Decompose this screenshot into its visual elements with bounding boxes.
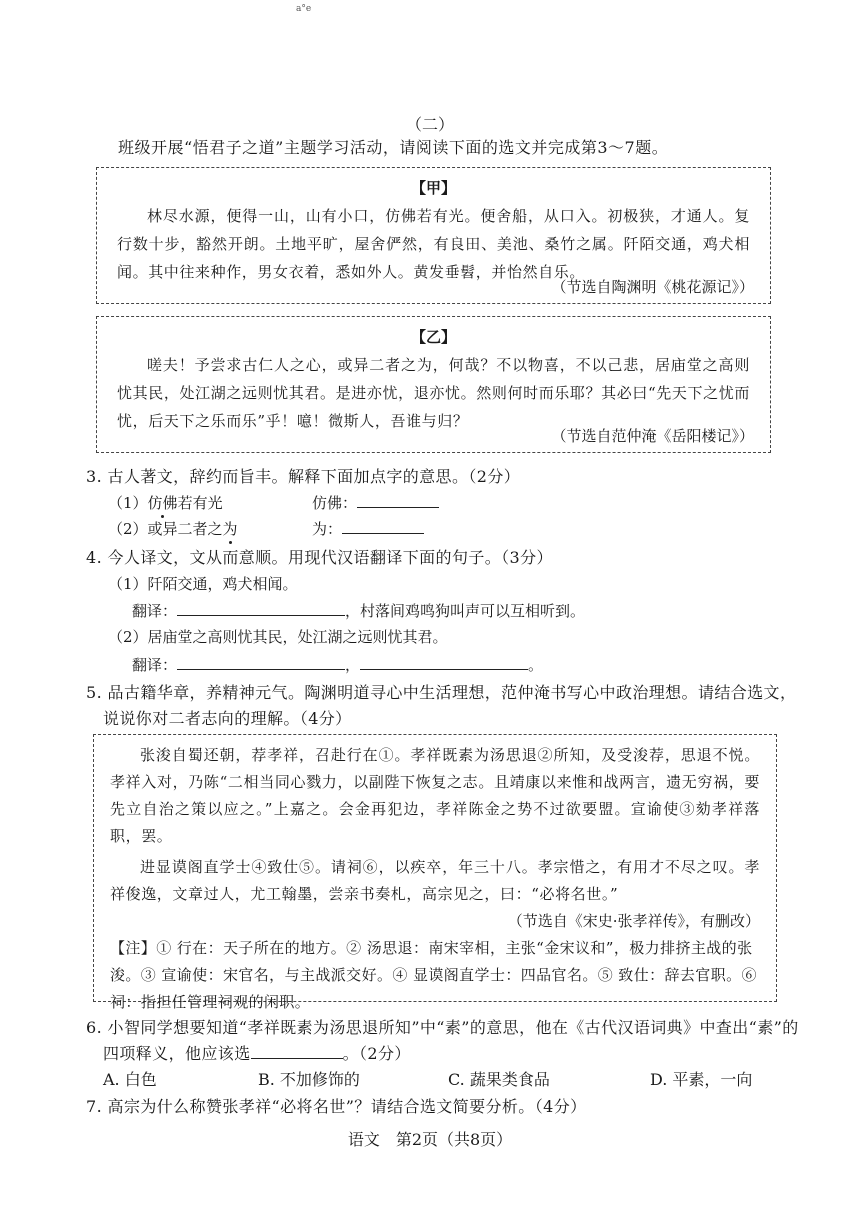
q4-answer2-blank-a[interactable] — [177, 655, 345, 670]
q4-answer2-label: 翻译： — [132, 656, 178, 674]
question-5-line-1: 5. 品古籍华章，养精神元气。陶渊明道寻心中生活理想，范仲淹书写心中政治理想。请结合选文， — [86, 683, 797, 702]
q3-item1-number: （1） — [108, 494, 148, 512]
q4-answer1-tail: ，村落间鸡鸣狗叫声可以互相听到。 — [345, 602, 586, 620]
section-title: （二） — [405, 115, 454, 134]
q4-answer2-comma: ， — [345, 656, 361, 674]
question-6-line-2 — [103, 1041, 411, 1064]
question-5-line-2: 说说你对二者志向的理解。（4分） — [103, 709, 352, 728]
q6-option-c[interactable]: C. 蔬果类食品 — [448, 1070, 550, 1089]
question-4-answer-1 — [132, 600, 585, 621]
q3-answer2-label: 为： — [312, 520, 343, 538]
q4-answer2-period: 。 — [528, 656, 544, 674]
q6-line2-points: 。（2分） — [342, 1044, 411, 1063]
passage-c-source: （节选自《宋史·张孝祥传》，有删改） — [507, 912, 760, 930]
question-4-answer-2 — [132, 654, 543, 675]
question-4-item-2: （2）居庙堂之高则忧其民，处江湖之远则忧其君。 — [108, 628, 448, 646]
q6-option-b[interactable]: B. 不加修饰的 — [258, 1070, 360, 1089]
q6-option-a[interactable]: A. 白色 — [103, 1070, 157, 1089]
question-3-stem: 3. 古人著文，辞约而旨丰。解释下面加点字的意思。（2分） — [86, 467, 521, 486]
passage-yi-box — [96, 316, 771, 453]
passage-c-notes: 【注】① 行在：天子所在的地方。② 汤思退：南宋宰相，主张“金宋议和”，极力排挤主战的张浚。③ 宣谕使：宋官名，与主战派交好。④ 显谟阁直学士：四品官名。⑤ 致仕：辞去官职。⑥ 祠：指担任管理祠观的闲职。 — [110, 939, 757, 1011]
q4-answer1-blank[interactable] — [177, 601, 345, 616]
question-4-item-1: （1）阡陌交通，鸡犬相闻。 — [108, 575, 298, 593]
question-3-answer-1 — [312, 492, 439, 513]
question-3-answer-2 — [312, 518, 424, 539]
passage-yi-source: （节选自范仲淹《岳阳楼记》） — [551, 427, 754, 445]
question-4-stem: 4. 今人译文，文从而意顺。用现代汉语翻译下面的句子。（3分） — [86, 548, 553, 567]
q3-item2-dotted: 为 — [222, 520, 238, 538]
page-footer: 语文 第2页（共8页） — [347, 1130, 513, 1149]
question-3-item-2 — [108, 518, 238, 539]
q3-item1-dotted: 仿佛 — [147, 494, 178, 512]
intro-text: 班级开展“悟君子之道”主题学习活动，请阅读下面的选文并完成第3～7题。 — [118, 138, 669, 157]
q4-answer1-label: 翻译： — [132, 602, 178, 620]
passage-jia-box — [96, 167, 771, 304]
q3-answer2-blank[interactable] — [342, 519, 424, 534]
q4-answer2-blank-b[interactable] — [360, 655, 528, 670]
question-7-stem: 7. 高宗为什么称赞张孝祥“必将名世”？请结合选文简要分析。（4分） — [86, 1097, 587, 1116]
passage-jia-text: 林尽水源，便得一山，山有小口，仿佛若有光。便舍船，从口入。初极狭，才通人。复行数十步，豁然开朗。土地平旷，屋舍俨然，有良田、美池、桑竹之属。阡陌交通，鸡犬相闻。其中往来种作，男女衣着，悉如外人。黄发垂髫，并怡然自乐。 — [117, 207, 750, 281]
question-3-item-1 — [108, 492, 223, 513]
passage-jia-heading: 【甲】 — [410, 179, 456, 197]
q3-answer1-blank[interactable] — [357, 493, 439, 508]
q3-item1-rest: 若有光 — [177, 494, 223, 512]
passage-yi-heading: 【乙】 — [410, 328, 456, 346]
q6-option-d[interactable]: D. 平素，一向 — [650, 1070, 753, 1089]
q6-answer-blank[interactable] — [251, 1044, 343, 1059]
q3-item2-text: （2）或异二者之 — [108, 520, 223, 538]
passage-c-para-1: 张浚自蜀还朝，荐孝祥，召赴行在①。孝祥既素为汤思退②所知，及受浚荐，思退不悦。孝祥入对，乃陈“二相当同心戮力，以副陛下恢复之志。且靖康以来惟和战两言，遗无穷祸，要先立自治之策以应之。”上嘉之。会金再犯边，孝祥陈金之势不过欲要盟。宣谕使③劾孝祥落职，罢。 — [110, 746, 760, 845]
question-6-line-1: 6. 小智同学想要知道“孝祥既素为汤思退所知”中“素”的意思，他在《古代汉语词典》中查出“素”的 — [86, 1018, 799, 1037]
q6-line2-text: 四项释义，他应该选 — [103, 1044, 251, 1063]
passage-c-box — [93, 734, 777, 1011]
q3-answer1-label: 仿佛： — [312, 494, 358, 512]
passage-jia-source: （节选自陶渊明《桃花源记》） — [551, 278, 754, 296]
scan-mark: a°e — [296, 4, 312, 14]
passage-yi-text: 嗟夫！予尝求古仁人之心，或异二者之为，何哉？不以物喜，不以己悲，居庙堂之高则忧其民，处江湖之远则忧其君。是进亦忧，退亦忧。然则何时而乐耶？其必曰“先天下之忧而忧，后天下之乐而乐”乎！噫！微斯人，吾谁与归？ — [117, 356, 750, 430]
passage-c-para-2: 进显谟阁直学士④致仕⑤。请祠⑥，以疾卒，年三十八。孝宗惜之，有用才不尽之叹。孝祥俊逸，文章过人，尤工翰墨，尝亲书奏札，高宗见之，曰：“必将名世。” — [110, 858, 760, 903]
